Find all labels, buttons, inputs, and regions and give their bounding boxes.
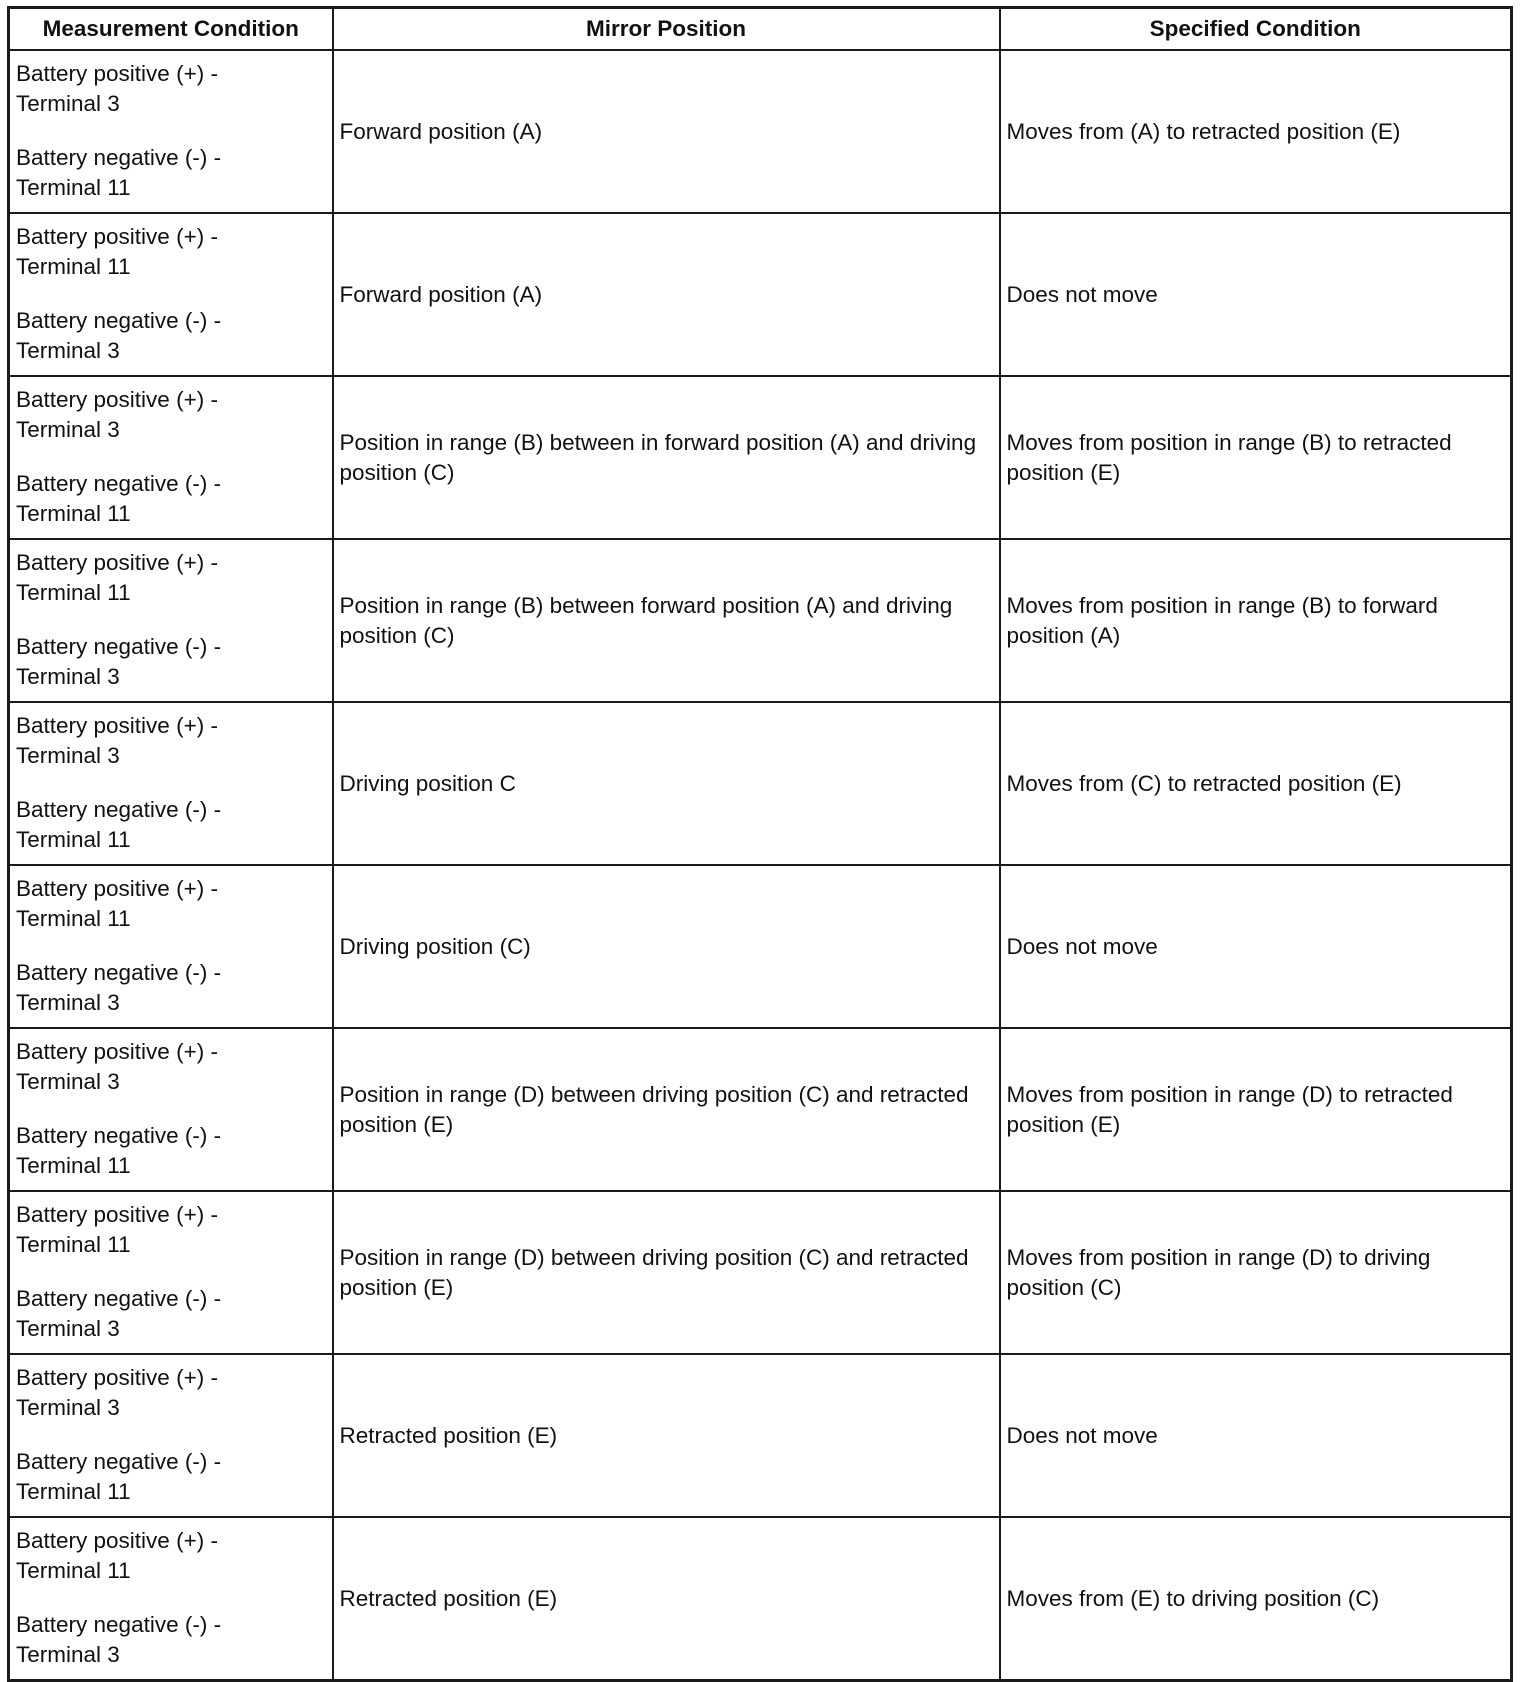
positive-terminal-label: Battery positive (+) -	[16, 876, 218, 901]
table-row	[9, 376, 1512, 539]
negative-terminal-number: Terminal 3	[16, 664, 120, 689]
mirror-position-cell: Position in range (B) between in forward position (A) and driving position (C)	[333, 376, 1000, 539]
positive-terminal-label: Battery positive (+) -	[16, 1528, 218, 1553]
positive-terminal-number: Terminal 11	[16, 1558, 131, 1583]
table-header-row	[9, 8, 1512, 51]
specified-condition-cell: Moves from (C) to retracted position (E)	[1000, 702, 1512, 865]
positive-terminal-label: Battery positive (+) -	[16, 1039, 218, 1064]
specified-condition-cell: Moves from position in range (B) to forward position (A)	[1000, 539, 1512, 702]
positive-terminal-number: Terminal 11	[16, 906, 131, 931]
negative-terminal-label: Battery negative (-) -	[16, 797, 222, 822]
positive-terminal-label: Battery positive (+) -	[16, 550, 218, 575]
positive-terminal-number: Terminal 3	[16, 1395, 120, 1420]
negative-terminal-number: Terminal 11	[16, 1153, 131, 1178]
measurement-condition-cell	[9, 213, 333, 376]
specified-condition-cell: Moves from (A) to retracted position (E)	[1000, 50, 1512, 213]
mirror-position-cell: Position in range (D) between driving position (C) and retracted position (E)	[333, 1028, 1000, 1191]
mirror-inspection-table	[7, 6, 1513, 1682]
header-measurement-condition: Measurement Condition	[9, 8, 333, 51]
table-row	[9, 213, 1512, 376]
mirror-position-cell: Retracted position (E)	[333, 1354, 1000, 1517]
table-row	[9, 1354, 1512, 1517]
positive-terminal-label: Battery positive (+) -	[16, 387, 218, 412]
specified-condition-cell: Moves from position in range (B) to retracted position (E)	[1000, 376, 1512, 539]
table-row	[9, 1517, 1512, 1681]
positive-terminal-number: Terminal 11	[16, 1232, 131, 1257]
negative-terminal-label: Battery negative (-) -	[16, 145, 222, 170]
measurement-condition-cell	[9, 1354, 333, 1517]
measurement-condition-cell	[9, 50, 333, 213]
positive-terminal-label: Battery positive (+) -	[16, 224, 218, 249]
mirror-position-cell: Driving position (C)	[333, 865, 1000, 1028]
table-row	[9, 702, 1512, 865]
measurement-condition-cell	[9, 1028, 333, 1191]
table-row	[9, 50, 1512, 213]
specified-condition-cell: Moves from position in range (D) to retracted position (E)	[1000, 1028, 1512, 1191]
measurement-condition-cell	[9, 539, 333, 702]
mirror-position-cell: Position in range (D) between driving position (C) and retracted position (E)	[333, 1191, 1000, 1354]
negative-terminal-label: Battery negative (-) -	[16, 471, 222, 496]
negative-terminal-number: Terminal 11	[16, 827, 131, 852]
negative-terminal-label: Battery negative (-) -	[16, 1612, 222, 1637]
negative-terminal-number: Terminal 3	[16, 990, 120, 1015]
mirror-position-cell: Driving position C	[333, 702, 1000, 865]
positive-terminal-number: Terminal 11	[16, 254, 131, 279]
mirror-position-cell: Forward position (A)	[333, 50, 1000, 213]
negative-terminal-number: Terminal 11	[16, 1479, 131, 1504]
negative-terminal-label: Battery negative (-) -	[16, 1286, 222, 1311]
mirror-position-cell: Retracted position (E)	[333, 1517, 1000, 1681]
positive-terminal-label: Battery positive (+) -	[16, 713, 218, 738]
header-mirror-position: Mirror Position	[333, 8, 1000, 51]
positive-terminal-number: Terminal 3	[16, 1069, 120, 1094]
table-row	[9, 1028, 1512, 1191]
negative-terminal-label: Battery negative (-) -	[16, 960, 222, 985]
mirror-position-cell: Position in range (B) between forward position (A) and driving position (C)	[333, 539, 1000, 702]
negative-terminal-number: Terminal 3	[16, 1316, 120, 1341]
specified-condition-cell: Does not move	[1000, 1354, 1512, 1517]
specified-condition-cell: Moves from position in range (D) to driving position (C)	[1000, 1191, 1512, 1354]
specified-condition-cell: Does not move	[1000, 865, 1512, 1028]
negative-terminal-number: Terminal 3	[16, 338, 120, 363]
measurement-condition-cell	[9, 702, 333, 865]
measurement-condition-cell	[9, 1517, 333, 1681]
specified-condition-cell: Does not move	[1000, 213, 1512, 376]
specified-condition-cell: Moves from (E) to driving position (C)	[1000, 1517, 1512, 1681]
mirror-position-cell: Forward position (A)	[333, 213, 1000, 376]
positive-terminal-label: Battery positive (+) -	[16, 1365, 218, 1390]
positive-terminal-label: Battery positive (+) -	[16, 1202, 218, 1227]
negative-terminal-number: Terminal 11	[16, 501, 131, 526]
positive-terminal-number: Terminal 3	[16, 417, 120, 442]
positive-terminal-label: Battery positive (+) -	[16, 61, 218, 86]
measurement-condition-cell	[9, 1191, 333, 1354]
negative-terminal-label: Battery negative (-) -	[16, 634, 222, 659]
positive-terminal-number: Terminal 3	[16, 743, 120, 768]
negative-terminal-number: Terminal 11	[16, 175, 131, 200]
measurement-condition-cell	[9, 865, 333, 1028]
table-row	[9, 539, 1512, 702]
table-row	[9, 865, 1512, 1028]
table-row	[9, 1191, 1512, 1354]
positive-terminal-number: Terminal 3	[16, 91, 120, 116]
positive-terminal-number: Terminal 11	[16, 580, 131, 605]
table-body	[9, 50, 1512, 1681]
negative-terminal-label: Battery negative (-) -	[16, 308, 222, 333]
negative-terminal-label: Battery negative (-) -	[16, 1449, 222, 1474]
header-specified-condition: Specified Condition	[1000, 8, 1512, 51]
negative-terminal-number: Terminal 3	[16, 1642, 120, 1667]
measurement-condition-cell	[9, 376, 333, 539]
negative-terminal-label: Battery negative (-) -	[16, 1123, 222, 1148]
